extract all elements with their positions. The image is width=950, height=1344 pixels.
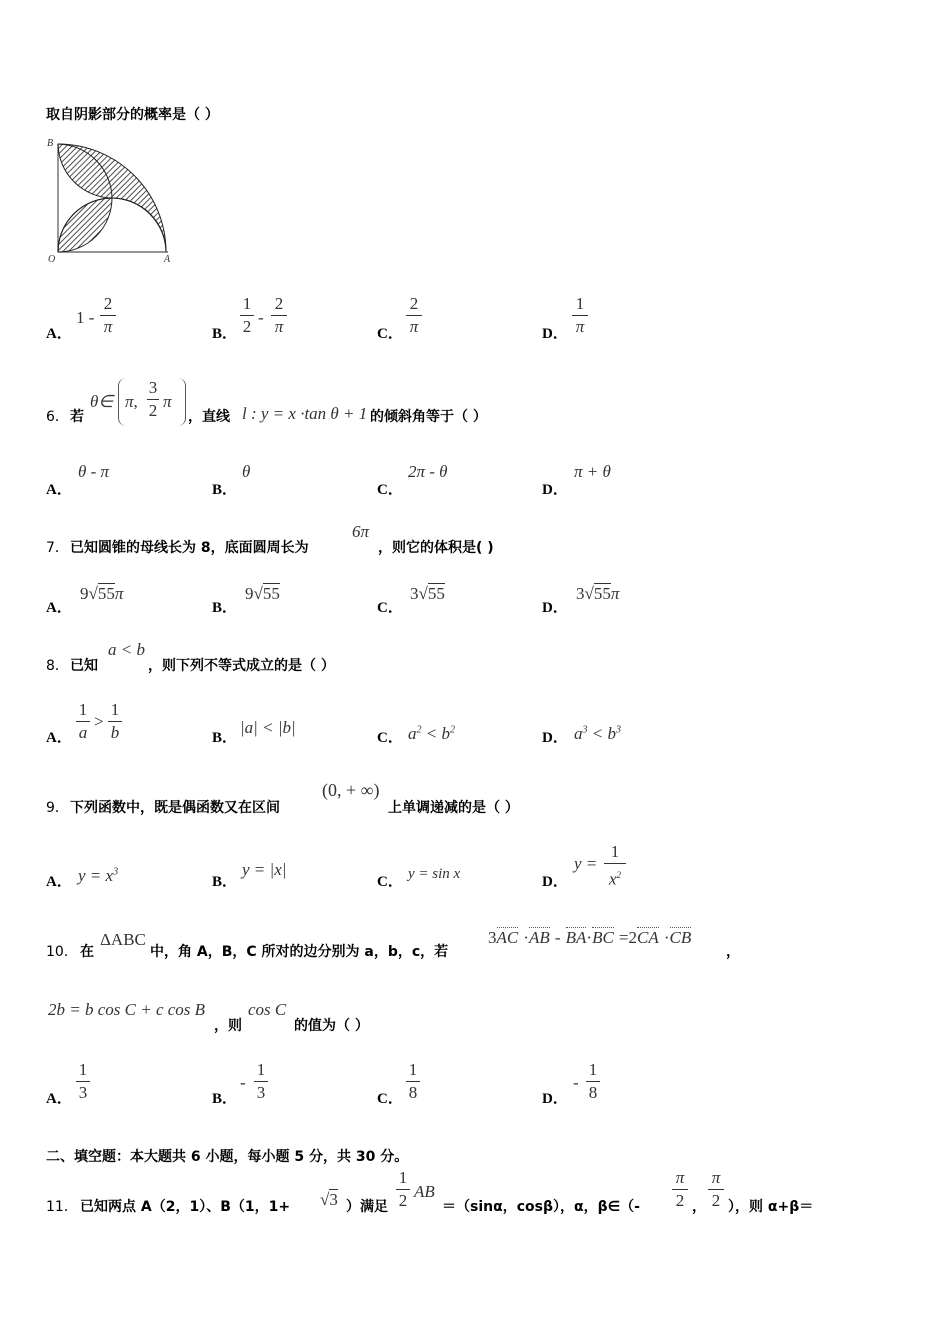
q10-number: 10． xyxy=(46,944,78,960)
q5-option-c-frac: 2 π xyxy=(406,294,422,337)
q7-option-a-letter: A． xyxy=(46,600,72,616)
q5-stem: 取自阴影部分的概率是（ ） xyxy=(46,107,219,123)
q11-number: 11． xyxy=(46,1199,78,1215)
q10-option-d-letter: D． xyxy=(542,1091,568,1107)
q8-number: 8． xyxy=(46,658,69,674)
q10-option-c-letter: C． xyxy=(377,1091,403,1107)
q10-text2: 中，角 A，B，C 所对的边分别为 a，b，c，若 xyxy=(150,944,449,960)
q9-text2: 上单调递减的是（ ） xyxy=(388,800,519,816)
q10-option-c-frac: 1 8 xyxy=(406,1060,420,1103)
q6-line-eq: l : y = x ·tan θ + 1 xyxy=(242,404,368,423)
q6-number: 6． xyxy=(46,409,69,425)
q5-option-d-letter: D． xyxy=(542,326,568,342)
q5-option-b-frac1: 1 2 xyxy=(240,294,254,337)
label-o: O xyxy=(48,254,56,264)
q8-text2: ，则下列不等式成立的是（ ） xyxy=(148,658,335,674)
q6-interval: π, 3 2 π xyxy=(118,378,186,426)
q7-option-d-expr: 3√55π xyxy=(576,584,620,603)
q5-option-c-letter: C． xyxy=(377,326,403,342)
q9-number: 9． xyxy=(46,800,69,816)
q11-half-frac: 1 2 xyxy=(396,1168,410,1211)
q10-law-equation: 2b = b cos C + c cos B xyxy=(48,1000,206,1019)
q10-text4: ，则 xyxy=(214,1018,242,1034)
q5-option-b-letter: B． xyxy=(212,326,238,342)
q11-text4: ），则 α+β＝ xyxy=(728,1199,814,1215)
q7-option-b-expr: 9√55 xyxy=(245,584,280,603)
q8-option-c-letter: C． xyxy=(377,730,403,746)
q8-option-a-frac1: 1 a xyxy=(76,700,90,743)
q10-triangle: ΔABC xyxy=(100,930,146,949)
q7-text2: ，则它的体积是( ) xyxy=(378,540,494,556)
q10-option-d-sign: - xyxy=(573,1073,579,1092)
q7-circumference: 6π xyxy=(352,522,370,541)
q11-sqrt: √3 xyxy=(320,1190,338,1209)
q10-text5: 的值为（ ） xyxy=(294,1018,369,1034)
q9-option-c-letter: C． xyxy=(377,874,403,890)
q9-option-b-letter: B． xyxy=(212,874,238,890)
q11-frac-neg-pi-half: π 2 xyxy=(672,1168,688,1211)
q11-comma: ， xyxy=(692,1199,706,1215)
q8-option-a-letter: A． xyxy=(46,730,72,746)
q9-option-a-letter: A． xyxy=(46,874,72,890)
q8-option-d-expr: $a^3 < b^3$ xyxy=(574,724,621,743)
q6-option-b-expr: θ xyxy=(242,462,251,481)
q5-option-a-pre: 1 - xyxy=(76,308,95,327)
q7-option-b-letter: B． xyxy=(212,600,238,616)
q6-option-d-letter: D． xyxy=(542,482,568,498)
label-a: A xyxy=(164,254,171,264)
q9-interval: (0, + ∞) xyxy=(322,780,380,800)
q9-option-d-lhs: y = xyxy=(574,854,598,873)
q8-option-b-expr: |a| < |b| xyxy=(240,718,296,737)
q6-option-d-expr: π + θ xyxy=(574,462,611,481)
label-b: B xyxy=(47,138,54,149)
q10-vector-equation: 3AC ·AB - BA·BC =2CA ·CB xyxy=(488,928,692,947)
section-2-title: 二、填空题：本大题共 6 小题，每小题 5 分，共 30 分。 xyxy=(46,1149,409,1165)
q11-frac-pi-half: π 2 xyxy=(708,1168,724,1211)
q8-option-a-frac2: 1 b xyxy=(108,700,122,743)
q11-vector-ab: AB xyxy=(414,1182,435,1201)
q6-option-b-letter: B． xyxy=(212,482,238,498)
q9-option-c-expr: y = sin x xyxy=(408,866,461,882)
q5-option-a-frac: 2 π xyxy=(100,294,116,337)
q10-option-b-frac: 1 3 xyxy=(254,1060,268,1103)
q9-option-d-letter: D． xyxy=(542,874,568,890)
q9-option-a-expr: $y = x^3$ xyxy=(78,866,119,885)
q11-text1: 已知两点 A（2，1）、B（1，1+ xyxy=(80,1199,291,1215)
q10-text3: ， xyxy=(726,944,740,960)
q7-option-c-letter: C． xyxy=(377,600,403,616)
q8-option-d-letter: D． xyxy=(542,730,568,746)
q10-option-a-letter: A． xyxy=(46,1091,72,1107)
q8-text1: 已知 xyxy=(70,658,98,674)
q6-cond: θ∈ xyxy=(90,392,114,411)
q5-option-a-letter: A． xyxy=(46,326,72,342)
q8-condition: a < b xyxy=(108,640,145,659)
q10-text1: 在 xyxy=(80,944,94,960)
q10-option-b-letter: B． xyxy=(212,1091,238,1107)
q9-option-b-expr: y = |x| xyxy=(242,860,287,879)
q11-text2: ）满足 xyxy=(346,1199,388,1215)
q6-option-c-letter: C． xyxy=(377,482,403,498)
q10-option-d-frac: 1 8 xyxy=(586,1060,600,1103)
q7-text1: 已知圆锥的母线长为 8，底面圆周长为 xyxy=(70,540,309,556)
q7-option-c-expr: 3√55 xyxy=(410,584,445,603)
q10-option-b-sign: - xyxy=(240,1073,246,1092)
q9-text1: 下列函数中，既是偶函数又在区间 xyxy=(70,800,280,816)
q6-option-a-expr: θ - π xyxy=(78,462,110,481)
q7-option-d-letter: D． xyxy=(542,600,568,616)
q11-text3: ＝（sinα，cosβ），α，β∈（- xyxy=(442,1199,640,1215)
q8-option-c-expr: $a^2 < b^2$ xyxy=(408,724,455,743)
q10-cos-c: cos C xyxy=(248,1000,287,1019)
q9-option-d-frac: 1 $x^2$ xyxy=(604,842,626,890)
q8-option-b-letter: B． xyxy=(212,730,238,746)
q6-text1: 若 xyxy=(70,409,84,425)
q5-option-b-minus: - xyxy=(258,308,264,327)
q6-option-c-expr: 2π - θ xyxy=(408,462,448,481)
q7-option-a-expr: 9√55π xyxy=(80,584,124,603)
q5-option-b-frac2: 2 π xyxy=(271,294,287,337)
q6-text2: ，直线 xyxy=(188,409,230,425)
q7-number: 7． xyxy=(46,540,69,556)
q5-option-d-frac: 1 π xyxy=(572,294,588,337)
q10-option-a-frac: 1 3 xyxy=(76,1060,90,1103)
q6-option-a-letter: A． xyxy=(46,482,72,498)
quarter-circle-figure xyxy=(44,134,180,264)
q6-text3: 的倾斜角等于（ ） xyxy=(370,409,487,425)
q8-option-a-op: > xyxy=(94,712,104,731)
